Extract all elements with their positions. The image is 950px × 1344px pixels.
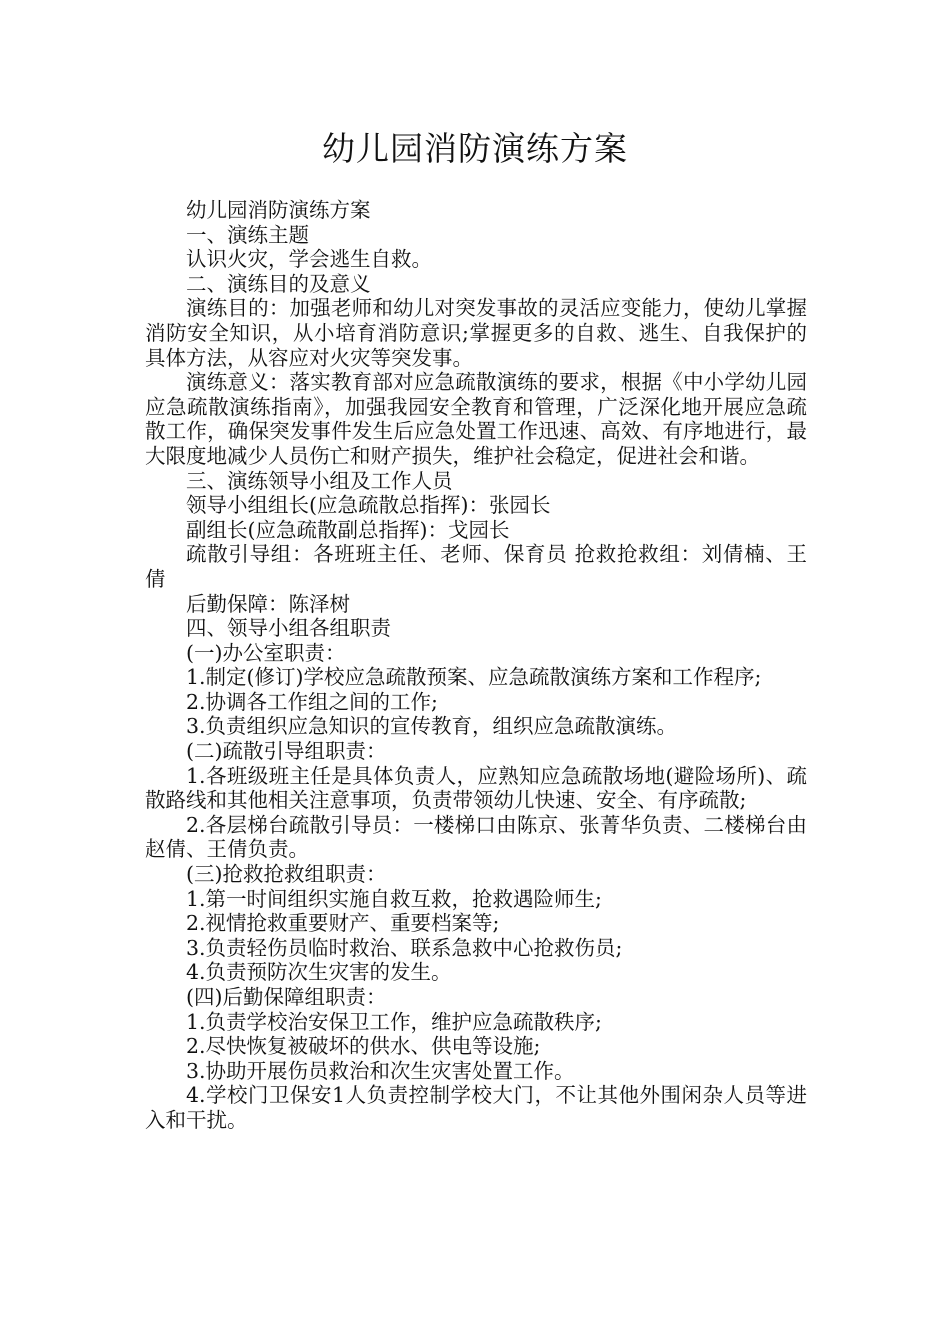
paragraph-doc-name: 幼儿园消防演练方案 (186, 198, 371, 222)
heading-leadership: 三、演练领导小组及工作人员 (186, 468, 453, 493)
list-item: 1.第一时间组织实施自救互救，抢救遇险师生; (186, 886, 602, 911)
paragraph-leader: 领导小组组长(应急疏散总指挥)：张园长 (186, 493, 551, 518)
subheading-evacuation: (二)疏散引导组职责： (186, 739, 387, 764)
list-item: 2.视情抢救重要财产、重要档案等; (186, 911, 500, 936)
list-item: 1.负责学校治安保卫工作，维护应急疏散秩序; (186, 1009, 602, 1034)
subheading-logistics: (四)后勤保障组职责： (186, 985, 387, 1009)
heading-duties: 四、领导小组各组职责 (186, 616, 391, 641)
list-item: 2.协调各工作组之间的工作; (186, 689, 438, 714)
paragraph-deputy: 副组长(应急疏散副总指挥)：戈园长 (186, 517, 510, 542)
paragraph-logistics: 后勤保障：陈泽树 (186, 591, 350, 616)
list-item: 4.学校门卫保安1人负责控制学校大门，不让其他外围闲杂人员等进入和干扰。 (145, 1083, 807, 1132)
heading-purpose: 二、演练目的及意义 (186, 271, 371, 296)
document-body (145, 198, 807, 1133)
list-item: 3.负责轻伤员临时救治、联系急救中心抢救伤员; (186, 935, 623, 960)
paragraph-evacuation-team: 疏散引导组：各班班主任、老师、保育员 抢救抢救组：刘倩楠、王倩 (145, 542, 807, 591)
heading-theme: 一、演练主题 (186, 222, 309, 247)
paragraph-significance: 演练意义：落实教育部对应急疏散演练的要求，根据《中小学幼儿园应急疏散演练指南》，加强我园安全教育和管理，广泛深化地开展应急疏散工作，确保突发事件发生后应急处置工作迅速、高效、有序地进行，最大限度地减少人员伤亡和财产损失，维护社会稳定，促进社会和谐。 (145, 370, 807, 468)
list-item: 1.各班级班主任是具体负责人，应熟知应急疏散场地(避险场所)、疏散路线和其他相关注意事项，负责带领幼儿快速、安全、有序疏散; (145, 763, 807, 813)
list-item: 2.尽快恢复被破坏的供水、供电等设施; (186, 1034, 541, 1059)
list-item: 4.负责预防次生灾害的发生。 (186, 960, 452, 985)
list-item: 2.各层梯台疏散引导员：一楼梯口由陈京、张菁华负责、二楼梯台由赵倩、王倩负责。 (145, 812, 807, 862)
list-item: 3.协助开展伤员救治和次生灾害处置工作。 (186, 1058, 575, 1083)
list-item: 3.负责组织应急知识的宣传教育，组织应急疏散演练。 (186, 714, 678, 739)
subheading-office: (一)办公室职责： (186, 640, 346, 665)
paragraph-purpose: 演练目的：加强老师和幼儿对突发事故的灵活应变能力，使幼儿掌握消防安全知识，从小培育消防意识;掌握更多的自救、逃生、自我保护的具体方法，从容应对火灾等突发事。 (145, 296, 807, 370)
paragraph-theme: 认识火灾，学会逃生自救。 (186, 247, 432, 272)
subheading-rescue: (三)抢救抢救组职责： (186, 862, 387, 887)
list-item: 1.制定(修订)学校应急疏散预案、应急疏散演练方案和工作程序; (186, 665, 762, 690)
document-title: 幼儿园消防演练方案 (322, 129, 628, 168)
